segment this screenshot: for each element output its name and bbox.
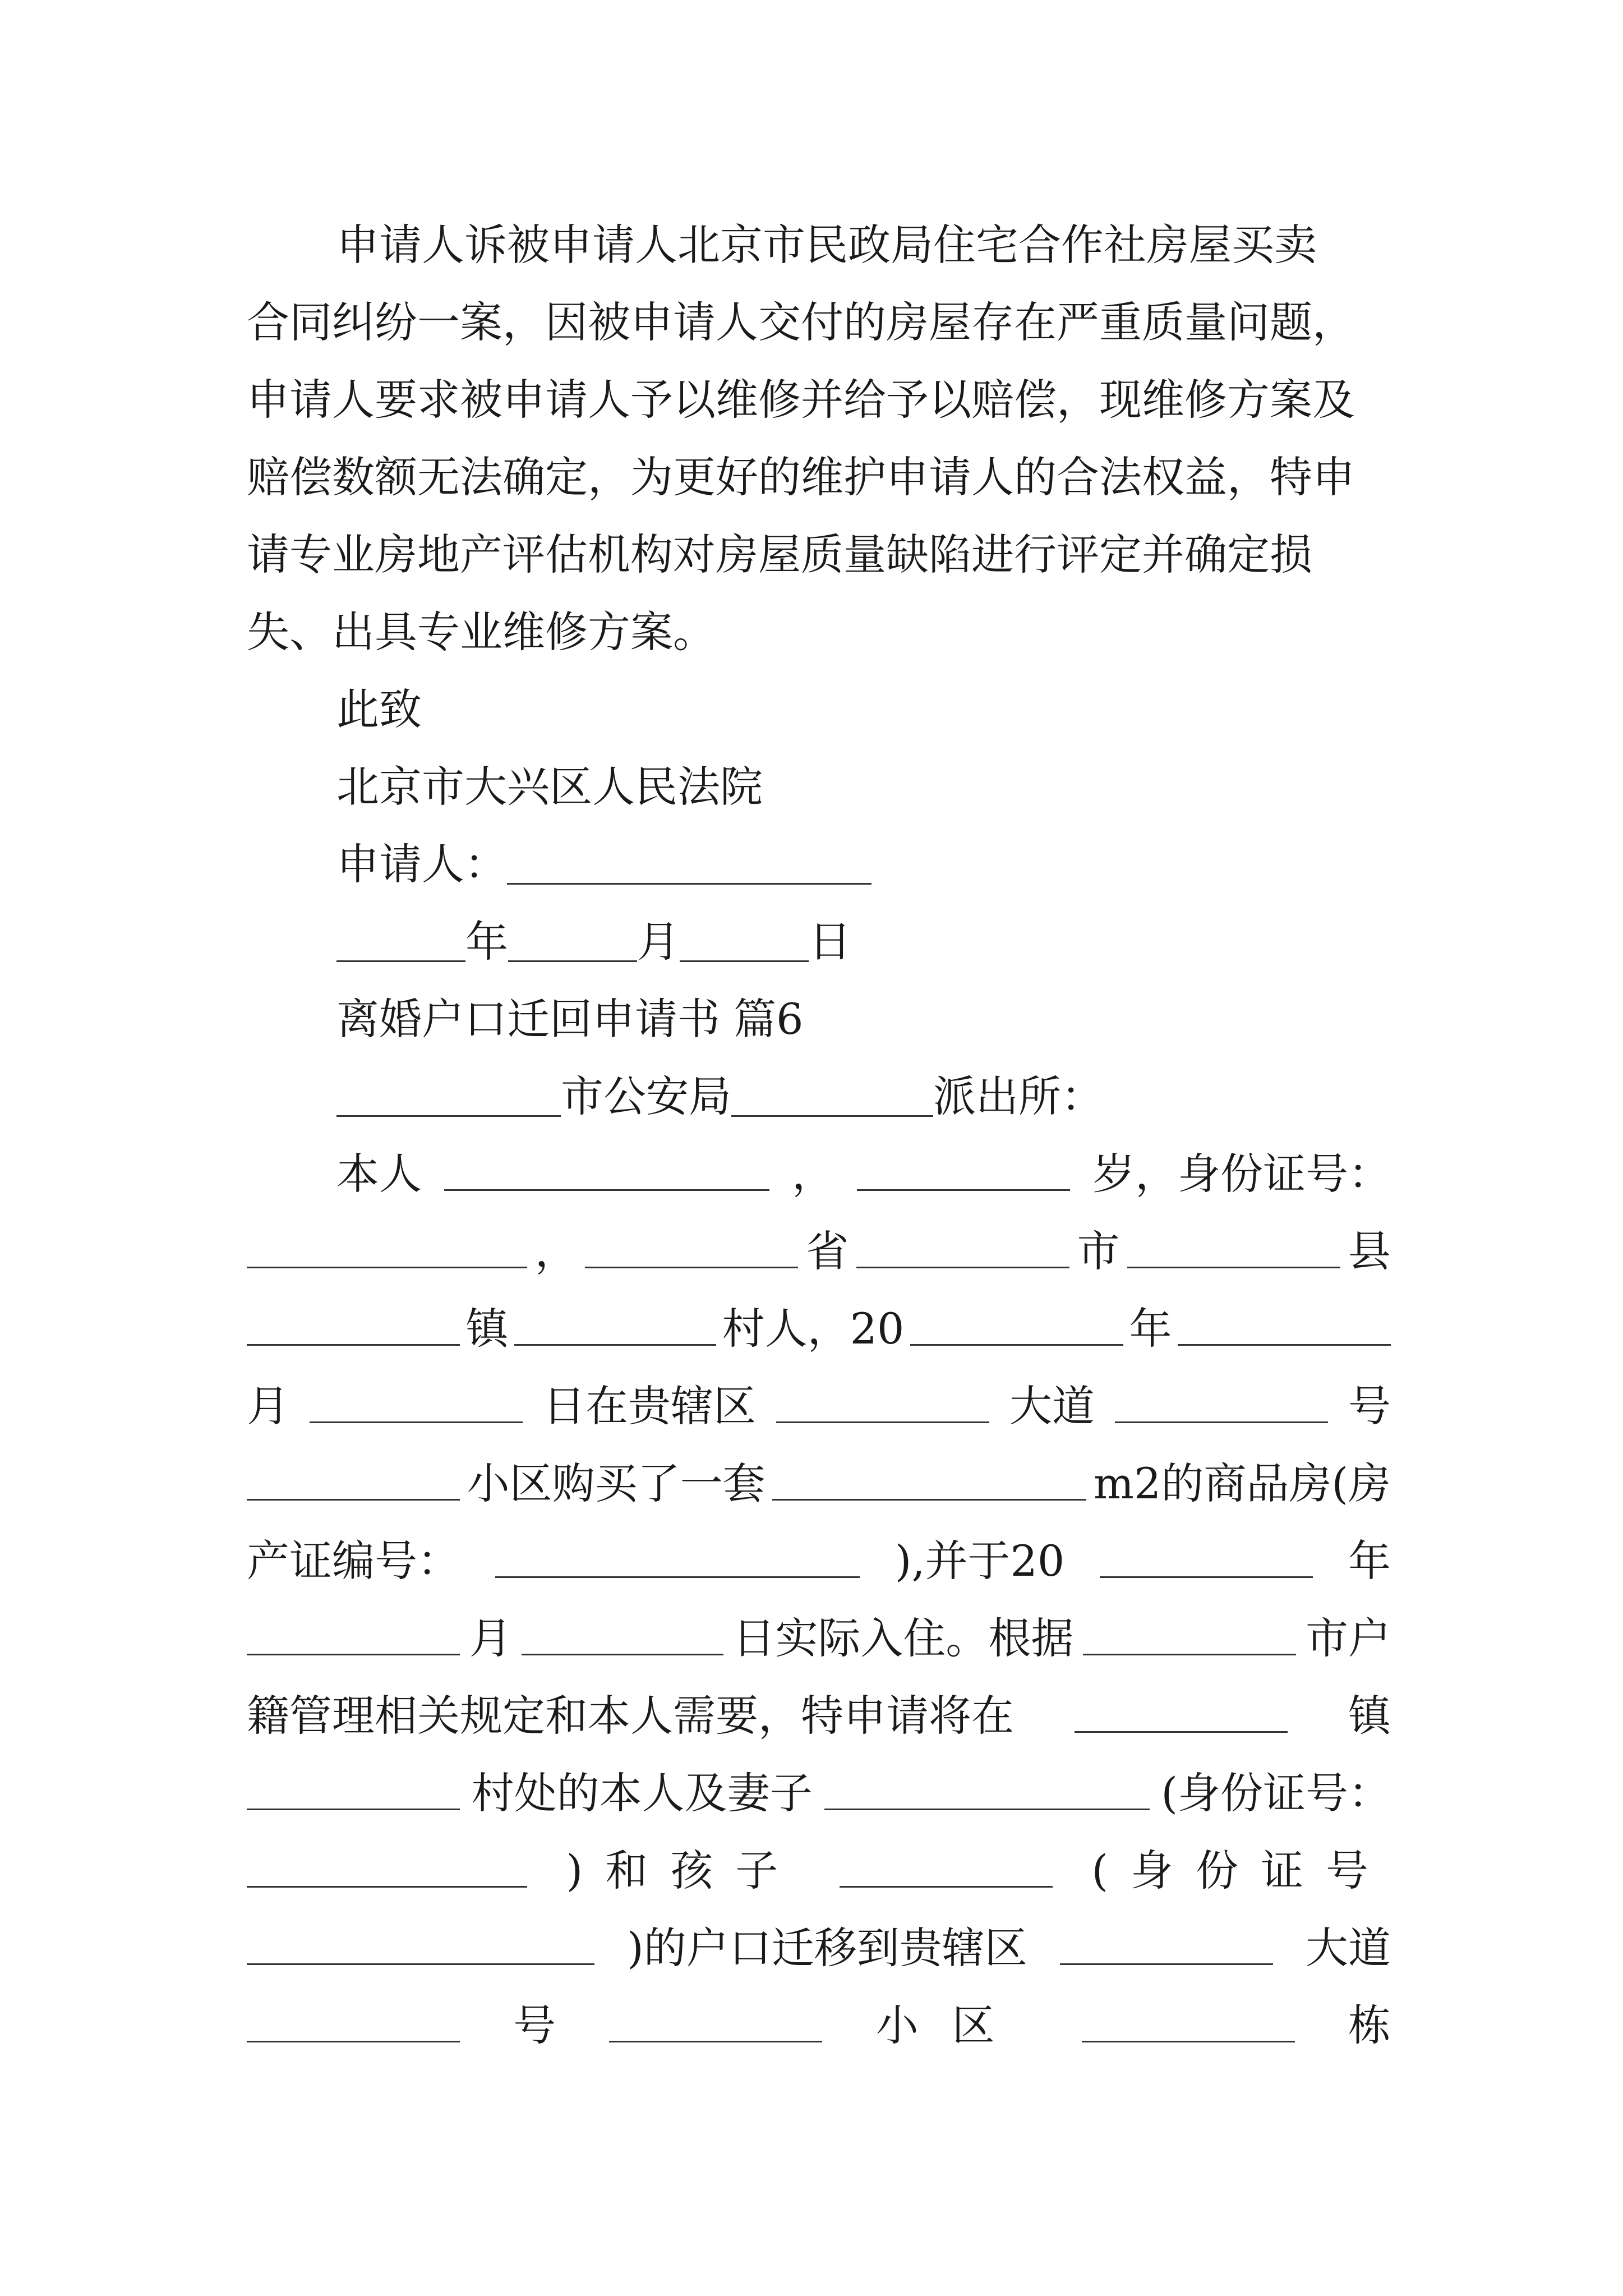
certificate-blank — [495, 1538, 860, 1578]
applicant-blank — [507, 845, 872, 885]
paragraph-line: 申请人要求被申请人予以维修并给予以赔偿，现维修方案及 — [247, 375, 1355, 425]
month-blank — [508, 922, 637, 962]
village-blank — [514, 1306, 716, 1346]
age-blank — [857, 1151, 1070, 1191]
letter-text: 岁，身份证号： — [1092, 1149, 1391, 1199]
community-blank — [609, 2003, 822, 2042]
letter-text: 县 — [1348, 1226, 1391, 1276]
paragraph-line: 赔偿数额无法确定，为更好的维护申请人的合法权益，特申 — [247, 452, 1355, 502]
building-blank — [1082, 2003, 1295, 2042]
letter-line — [336, 1140, 1391, 1208]
applicant-label: 申请人： — [336, 839, 507, 889]
day-blank — [310, 1383, 523, 1423]
letter-text: ),并于20 — [895, 1536, 1065, 1586]
letter-text: 村人，20 — [722, 1304, 905, 1354]
letter-line — [247, 1295, 1391, 1363]
letter-text: 日实际入住。根据 — [732, 1613, 1074, 1663]
letter-line — [247, 1682, 1391, 1750]
letter-line — [247, 1837, 1391, 1904]
number-blank — [1115, 1383, 1328, 1423]
town-blank — [247, 1306, 460, 1346]
village-blank — [247, 1770, 460, 1810]
year-blank — [1100, 1538, 1313, 1578]
letter-line — [247, 1527, 1391, 1595]
year-label: 年 — [465, 917, 508, 967]
letter-text: (身份证号： — [1161, 1768, 1391, 1818]
letter-text: 月 — [247, 1381, 289, 1431]
letter-text: 镇 — [465, 1304, 509, 1354]
letter-line — [247, 1760, 1391, 1827]
spouse-name-blank — [824, 1770, 1150, 1810]
letter-text: 年 — [1348, 1536, 1391, 1586]
letter-text: 年 — [1129, 1304, 1172, 1354]
letter-text: 小区 — [875, 2000, 1029, 2050]
month-label: 月 — [637, 917, 680, 967]
id-number-blank — [247, 1228, 527, 1268]
addressee-line — [336, 1063, 1391, 1130]
province-blank — [585, 1228, 798, 1268]
letter-line — [247, 1450, 1391, 1517]
letter-text: 月 — [469, 1613, 512, 1663]
community-blank — [247, 1461, 460, 1501]
month-blank — [1178, 1306, 1391, 1346]
district-blank — [731, 1077, 933, 1117]
letter-line — [247, 1373, 1391, 1440]
area-blank — [772, 1461, 1086, 1501]
city-blank — [336, 1077, 561, 1117]
paragraph-line: 合同纠纷一案，因被申请人交付的房屋存在严重质量问题， — [247, 297, 1355, 347]
letter-text: 本人 — [336, 1149, 422, 1199]
month-blank — [247, 1616, 460, 1655]
paragraph-line: 申请人诉被申请人北京市民政局住宅合作社房屋买卖 — [336, 220, 1317, 270]
day-blank — [522, 1616, 723, 1655]
letter-text: 市户 — [1305, 1613, 1391, 1663]
city-blank — [856, 1228, 1069, 1268]
letter-line — [247, 1605, 1391, 1672]
child-name-blank — [840, 1848, 1053, 1888]
date-line — [336, 908, 1391, 976]
day-blank — [680, 922, 809, 962]
letter-line — [247, 1992, 1391, 2059]
child-id-blank — [247, 1925, 594, 1965]
year-blank — [910, 1306, 1123, 1346]
letter-text: m2的商品房(房 — [1093, 1458, 1391, 1508]
road-blank — [776, 1383, 989, 1423]
letter-text: 栋 — [1348, 2000, 1391, 2050]
salutation: 此致 — [336, 684, 422, 734]
letter-text: 省 — [806, 1226, 849, 1276]
number-blank — [247, 2003, 460, 2042]
letter-text: (身份证号 — [1091, 1846, 1391, 1895]
letter-text: )的户口迁移到贵辖区 — [627, 1923, 1027, 1973]
applicant-line — [336, 831, 1391, 898]
letter-line — [247, 1218, 1391, 1285]
letter-text: 小区购买了一套 — [467, 1458, 766, 1508]
letter-text: 号 — [513, 2000, 556, 2050]
county-blank — [1127, 1228, 1340, 1268]
letter-text: )和孩子 — [566, 1846, 801, 1895]
letter-text: 籍管理相关规定和本人需要，特申请将在 — [247, 1691, 1014, 1741]
section-title: 离婚户口迁回申请书 篇6 — [336, 994, 804, 1044]
letter-line — [247, 1915, 1391, 1982]
letter-text: 大道 — [1009, 1381, 1095, 1431]
year-blank — [336, 922, 465, 962]
city-blank — [1083, 1616, 1296, 1655]
town-blank — [1075, 1693, 1288, 1733]
letter-text: 市公安局 — [561, 1071, 731, 1121]
letter-text: 镇 — [1348, 1691, 1391, 1741]
letter-text: 日在贵辖区 — [543, 1381, 756, 1431]
letter-text: 村处的本人及妻子 — [471, 1768, 813, 1818]
court-name: 北京市大兴区人民法院 — [336, 762, 763, 812]
day-label: 日 — [809, 917, 851, 967]
letter-text: 产证编号： — [247, 1536, 460, 1586]
paragraph-line: 请专业房地产评估机构对房屋质量缺陷进行评定并确定损 — [247, 530, 1312, 579]
paragraph-line: 失、出具专业维修方案。 — [247, 607, 716, 657]
letter-text: 派出所： — [933, 1071, 1104, 1121]
letter-text: 号 — [1348, 1381, 1391, 1431]
letter-text: 大道 — [1305, 1923, 1391, 1973]
letter-text: 市 — [1077, 1226, 1120, 1276]
letter-text: ， — [534, 1226, 578, 1276]
road-blank — [1060, 1925, 1273, 1965]
name-blank — [444, 1151, 769, 1191]
letter-text: ， — [792, 1149, 834, 1199]
spouse-id-blank — [247, 1848, 527, 1888]
